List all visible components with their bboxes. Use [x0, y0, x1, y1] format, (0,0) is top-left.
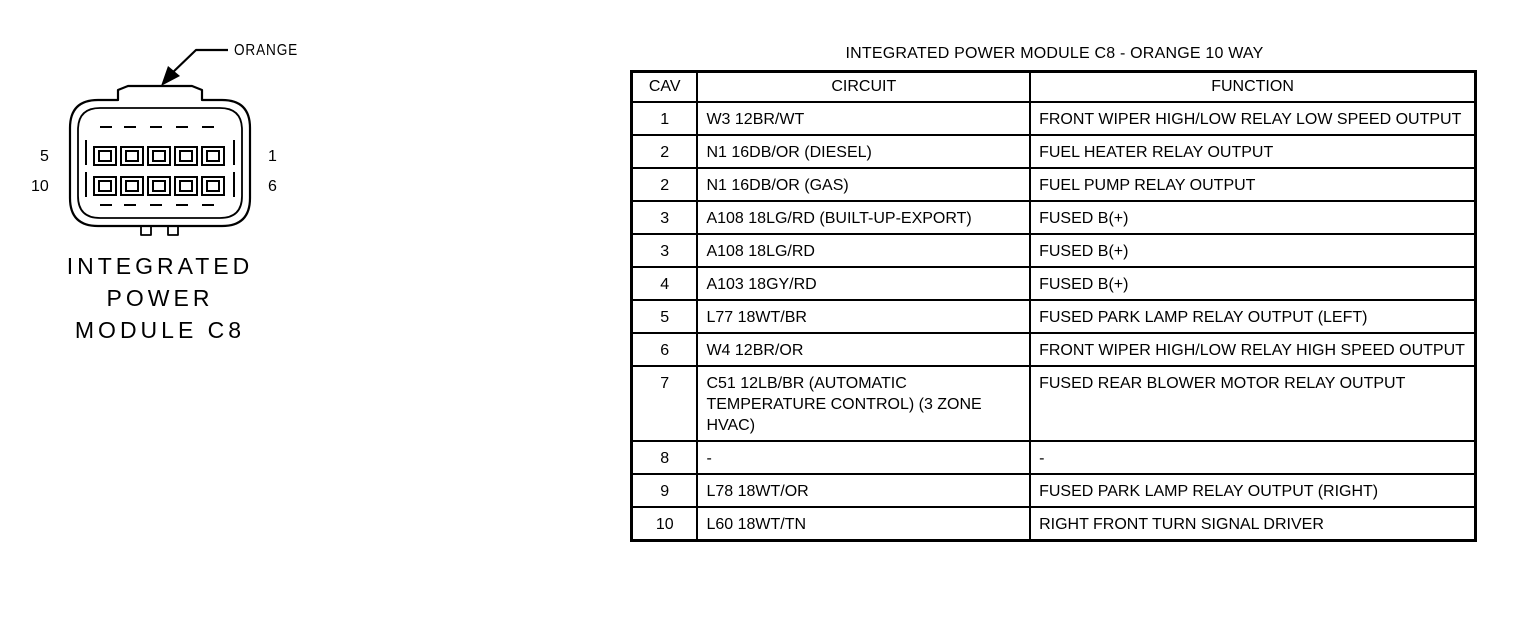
table-row [632, 234, 1476, 267]
cell-function: FUSED B(+) [1030, 201, 1475, 234]
connector-latch-right [168, 226, 178, 235]
pin-label-bottom-left: 10 [31, 178, 49, 195]
table-title: INTEGRATED POWER MODULE C8 - ORANGE 10 WAY [845, 45, 1264, 62]
table-row [632, 267, 1476, 300]
cell-function: FRONT WIPER HIGH/LOW RELAY HIGH SPEED OUTPUT [1030, 333, 1475, 366]
cell-circuit: L77 18WT/BR [697, 300, 1030, 333]
pin-label-top-right: 1 [268, 148, 277, 165]
cavity-row-bottom [94, 177, 224, 195]
table-row [632, 135, 1476, 168]
pin-label-bottom-right: 6 [268, 178, 277, 195]
cell-function: FUEL HEATER RELAY OUTPUT [1030, 135, 1475, 168]
cell-circuit: A103 18GY/RD [697, 267, 1030, 300]
table-row [632, 474, 1476, 507]
cell-function: FUEL PUMP RELAY OUTPUT [1030, 168, 1475, 201]
connector-caption [50, 250, 270, 346]
connector-inner-housing [78, 108, 242, 218]
cavity-row-top [94, 147, 224, 165]
cell-cav: 6 [632, 333, 698, 366]
connector-drawing [0, 0, 330, 250]
header-cav: CAV [632, 72, 698, 102]
cell-function: FRONT WIPER HIGH/LOW RELAY LOW SPEED OUTPUT [1030, 102, 1475, 135]
cell-circuit: W4 12BR/OR [697, 333, 1030, 366]
cell-circuit: A108 18LG/RD [697, 234, 1030, 267]
table-row [632, 201, 1476, 234]
callout-leader-line [170, 50, 228, 75]
pin-label-top-left: 5 [40, 148, 49, 165]
cell-function: FUSED B(+) [1030, 234, 1475, 267]
cell-circuit: W3 12BR/WT [697, 102, 1030, 135]
table-row [632, 300, 1476, 333]
cell-cav: 8 [632, 441, 698, 474]
caption-line: MODULE C8 [74, 317, 246, 343]
table-row [632, 441, 1476, 474]
cell-function: FUSED PARK LAMP RELAY OUTPUT (RIGHT) [1030, 474, 1475, 507]
cell-cav: 2 [632, 135, 698, 168]
connector-diagram [0, 0, 330, 360]
table-row [632, 168, 1476, 201]
header-circuit: CIRCUIT [697, 72, 1030, 102]
cell-cav: 4 [632, 267, 698, 300]
cell-cav: 10 [632, 507, 698, 541]
cell-circuit: N1 16DB/OR (GAS) [697, 168, 1030, 201]
caption-line: POWER [106, 285, 214, 311]
cell-cav: 2 [632, 168, 698, 201]
cell-cav: 3 [632, 234, 698, 267]
pinout-table [630, 70, 1477, 542]
cell-cav: 1 [632, 102, 698, 135]
cell-circuit: A108 18LG/RD (BUILT-UP-EXPORT) [697, 201, 1030, 234]
cell-cav: 9 [632, 474, 698, 507]
table-row [632, 507, 1476, 541]
cell-circuit: C51 12LB/BR (AUTOMATIC TEMPERATURE CONTROL) (3 ZONE HVAC) [697, 366, 1030, 441]
cell-circuit: L78 18WT/OR [697, 474, 1030, 507]
table-row [632, 333, 1476, 366]
table-row [632, 102, 1476, 135]
header-function: FUNCTION [1030, 72, 1475, 102]
cell-circuit: N1 16DB/OR (DIESEL) [697, 135, 1030, 168]
cell-function: FUSED REAR BLOWER MOTOR RELAY OUTPUT [1030, 366, 1475, 441]
cell-function: - [1030, 441, 1475, 474]
table-header-row [632, 72, 1476, 102]
cell-cav: 7 [632, 366, 698, 441]
cell-function: FUSED B(+) [1030, 267, 1475, 300]
cell-cav: 5 [632, 300, 698, 333]
cell-function: RIGHT FRONT TURN SIGNAL DRIVER [1030, 507, 1475, 541]
cell-cav: 3 [632, 201, 698, 234]
callout-color-label: ORANGE [234, 42, 299, 59]
cell-circuit: - [697, 441, 1030, 474]
caption-line: INTEGRATED [66, 253, 254, 279]
cell-function: FUSED PARK LAMP RELAY OUTPUT (LEFT) [1030, 300, 1475, 333]
table-row [632, 366, 1476, 441]
cell-circuit: L60 18WT/TN [697, 507, 1030, 541]
connector-latch-left [141, 226, 151, 235]
